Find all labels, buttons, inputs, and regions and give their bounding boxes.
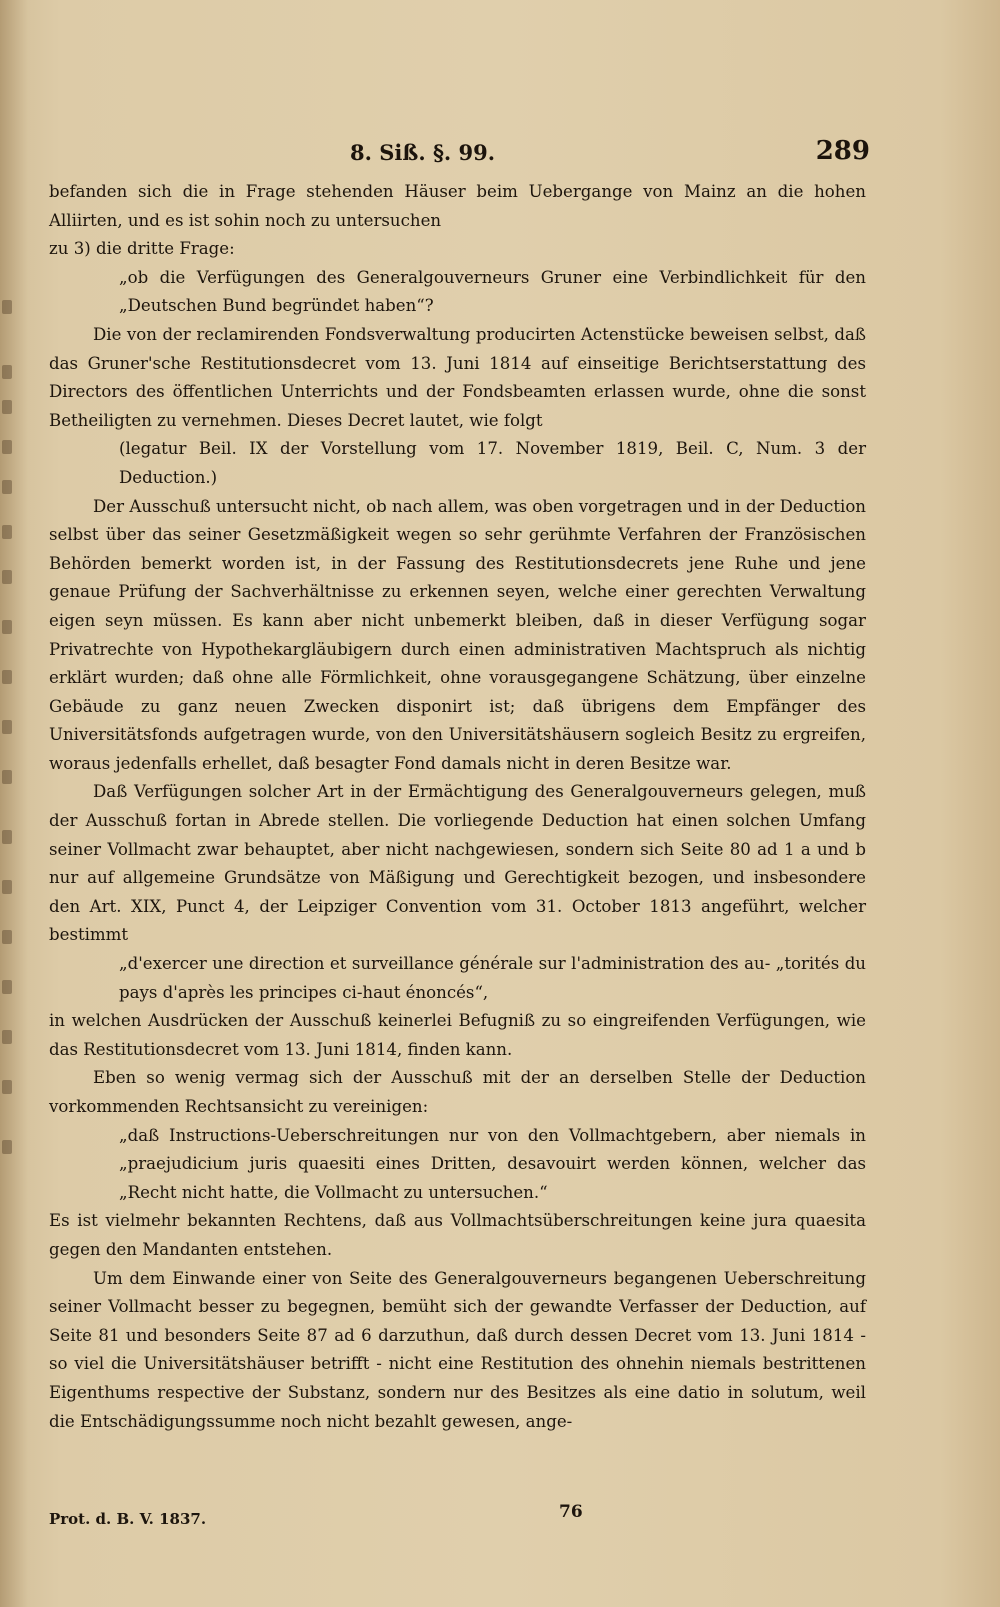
body-text xyxy=(49,178,866,1436)
paragraph: Die von der reclamirenden Fondsverwaltung producirten Actenstücke beweisen selbst, daß das Gruner'sche Restitutionsdecret vom 13. Juni 1814 auf einseitige Berichtserstattung des Directors des öffentlichen Unterrichts und der Fondsbeamten erlassen wurde, ohne die sonst Betheiligten zu vernehmen. Dieses Decret lautet, wie folgt xyxy=(49,324,866,430)
paragraph: Um dem Einwande einer von Seite des Generalgouverneurs begangenen Ueberschreitung seiner Vollmacht besser zu begegnen, bemüht sich der gewandte Verfasser der Deduction, auf Seite 81 und besonders Seite 87 ad 6 darzuthun, daß durch dessen Decret vom 13. Juni 1814 - so viel die Universitätshäuser betrifft - nicht eine Restitution des ohnehin niemals bestrittenen Eigenthums respective der Substanz, sondern nur des Besitzes als eine datio in solutum, weil die Entschädigungssumme noch nicht bezahlt gewesen, ange- xyxy=(49,1268,866,1431)
paragraph: Der Ausschuß untersucht nicht, ob nach allem, was oben vorgetragen und in der Deduction selbst über das seiner Gesetzmäßigkeit wegen so sehr gerühmte Verfahren der Französischen Behörden bemerkt worden ist, in der Fassung des Restitutionsdecrets jene Ruhe und jene genaue Prüfung der Sachverhältnisse zu erkennen seyen, welche einer gerechten Verwaltung eigen seyn müssen. Es kann aber nicht unbemerkt bleiben, daß in dieser Verfügung sogar Privatrechte von Hypothekargläubigern durch einen administrativen Machtspruch als nichtig erklärt wurden; daß ohne alle Förmlichkeit, ohne vorausgegangene Schätzung, über einzelne Gebäude zu ganz neuen Zwecken disponirt ist; daß übrigens dem Empfänger des Universitätsfonds aufgetragen wurde, von den Universitätshäusern sogleich Besitz zu ergreifen, woraus jedenfalls erhellet, daß besagter Fond damals nicht in deren Besitze war. xyxy=(49,496,866,773)
quoted-legal-view: „daß Instructions-Ueberschreitungen nur von den Vollmachtgebern, aber niemals in „praejudicium juris quaesiti eines Dritten, desavouirt werden können, welcher das „Recht nicht hatte, die Vollmacht zu untersuchen.“ xyxy=(119,1125,866,1202)
paragraph: Es ist vielmehr bekannten Rechtens, daß aus Vollmachtsüberschreitungen keine jura quaesita gegen den Mandanten entstehen. xyxy=(49,1211,866,1259)
citation: (legatur Beil. IX der Vorstellung vom 17. November 1819, Beil. C, Num. 3 der Deduction.) xyxy=(119,439,866,487)
signature-mark: 76 xyxy=(559,1502,583,1522)
running-header xyxy=(0,136,1000,180)
paragraph: Eben so wenig vermag sich der Ausschuß mit der an derselben Stelle der Deduction vorkommenden Rechtsansicht zu vereinigen: xyxy=(49,1068,866,1116)
quoted-question: „ob die Verfügungen des Generalgouverneurs Gruner eine Verbindlichkeit für den „Deutschen Bund begründet haben“? xyxy=(119,267,866,316)
paragraph: befanden sich die in Frage stehenden Häuser beim Uebergange von Mainz an die hohen Alliirten, und es ist sohin noch zu untersuchen xyxy=(49,182,866,230)
footer-protocol-ref: Prot. d. B. V. 1837. xyxy=(49,1510,207,1528)
french-quotation: „d'exercer une direction et surveillance générale sur l'administration des au- „torités du pays d'après les principes ci-haut énoncés“, xyxy=(119,954,866,1002)
page-footer xyxy=(49,1502,866,1532)
paragraph: zu 3) die dritte Frage: xyxy=(49,239,235,259)
paragraph: in welchen Ausdrücken der Ausschuß keinerlei Befugniß zu so eingreifenden Verfügungen, wie das Restitutionsdecret vom 13. Juni 1814, finden kann. xyxy=(49,1011,866,1059)
page-number: 289 xyxy=(815,136,870,166)
running-head-section: 8. Siß. §. 99. xyxy=(350,140,496,165)
binding-edge xyxy=(2,150,20,1150)
paragraph: Daß Verfügungen solcher Art in der Ermächtigung des Generalgouverneurs gelegen, muß der Ausschuß fortan in Abrede stellen. Die vorliegende Deduction hat einen solchen Umfang seiner Vollmacht zwar behauptet, aber nicht nachgewiesen, sondern sich Seite 80 ad 1 a und b nur auf allgemeine Grundsätze von Mäßigung und Gerechtigkeit bezogen, und insbesondere den Art. XIX, Punct 4, der Leipziger Convention vom 31. October 1813 angeführt, welcher bestimmt xyxy=(49,782,866,945)
